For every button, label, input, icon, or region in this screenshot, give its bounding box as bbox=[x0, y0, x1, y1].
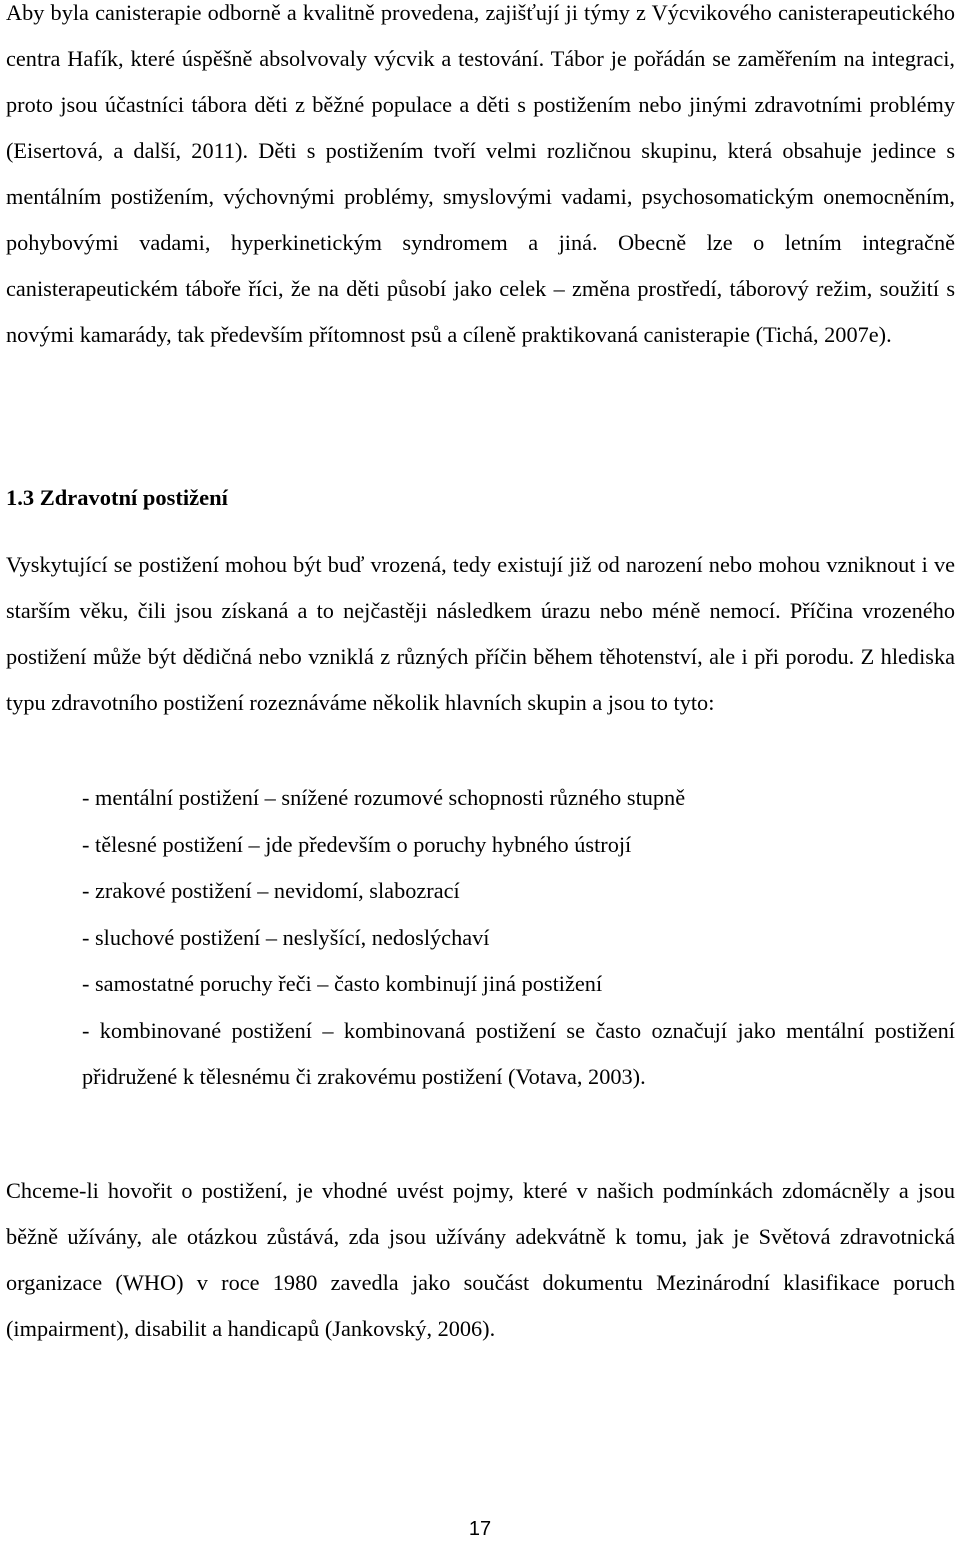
list-item: - mentální postižení – snížené rozumové schopnosti různého stupně bbox=[82, 785, 686, 810]
terminology-paragraph: Chceme-li hovořit o postižení, je vhodné uvést pojmy, které v našich podmínkách zdomácněly a jsou běžně užívány, ale otázkou zůstává, zda jsou užívány adekvátně k tomu, jak je Světová zdravotnická organizace (WHO) v roce 1980 zavedla jako součást dokumentu Mezinárodní klasifikace poruch (impairment), disabilit a handicapů (Jankovský, 2006). bbox=[6, 1178, 955, 1341]
disability-types-paragraph: Vyskytující se postižení mohou být buď vrozená, tedy existují již od narození nebo mohou vzniknout i ve starším věku, čili jsou získaná a to nejčastěji následkem úrazu nebo méně nemocí. Příčina vrozeného postižení může být dědičná nebo vzniklá z různých příčin během těhotenství, ale i při porodu. Z hlediska typu zdravotního postižení rozeznáváme několik hlavních skupin a jsou to tyto: bbox=[6, 552, 955, 715]
list-item: - kombinované postižení – kombinovaná postižení se často označují jako mentální postižení přidružené k tělesnému či zrakovému postižení (Votava, 2003). bbox=[82, 1017, 955, 1089]
list-item: - zrakové postižení – nevidomí, slabozrací bbox=[82, 878, 460, 903]
list-item: - tělesné postižení – jde především o poruchy hybného ústrojí bbox=[82, 831, 632, 857]
intro-paragraph: Aby byla canisterapie odborně a kvalitně provedena, zajišťují ji týmy z Výcvikového canisterapeutického centra Hafík, které úspěšně absolvovaly výcvik a testování. Tábor je pořádán se zaměřením na integraci, proto jsou účastníci tábora děti z běžné populace a děti s postižením nebo jinými zdravotními problémy (Eisertová, a další, 2011). Děti s postižením tvoří velmi rozličnou skupinu, která obsahuje jedince s mentálním postižením, výchovnými problémy, smyslovými vadami, psychosomatickým onemocněním, pohybovými vadami, hyperkinetickým syndromem a jiná. Obecně lze o letním integračně canisterapeutickém táboře říci, že na děti působí jako celek – změna prostředí, táborový režim, soužití s novými kamarády, tak především přítomnost psů a cíleně praktikovaná canisterapie (Tichá, 2007e). bbox=[6, 0, 955, 347]
list-item: - samostatné poruchy řeči – často kombinují jiná postižení bbox=[82, 971, 603, 996]
disability-types-list bbox=[82, 775, 955, 1101]
page-number: 17 bbox=[468, 1518, 492, 1540]
list-item: - sluchové postižení – neslyšící, nedoslýchaví bbox=[82, 924, 490, 950]
section-heading: 1.3 Zdravotní postižení bbox=[6, 485, 228, 510]
